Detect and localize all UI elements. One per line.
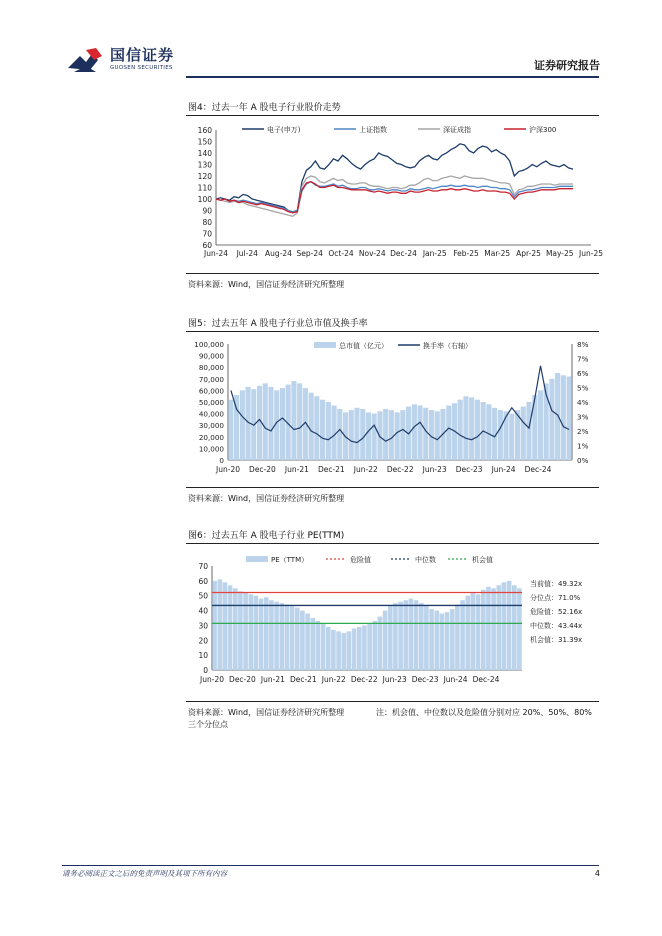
fig5-source: 资料来源：Wind，国信证券经济研究所整理 bbox=[188, 494, 345, 503]
fig5-marketcap-bar bbox=[240, 390, 245, 460]
fig5-marketcap-bar bbox=[320, 400, 325, 460]
fig5-marketcap-bar bbox=[389, 410, 394, 460]
fig5-left-tick-label: 0 bbox=[219, 456, 224, 465]
fig6-pe-bar bbox=[238, 591, 243, 670]
fig6-pe-bar bbox=[481, 590, 486, 670]
fig5-marketcap-bar bbox=[561, 375, 566, 460]
fig6-pe-bar bbox=[274, 602, 279, 670]
fig5-marketcap-bar bbox=[383, 409, 388, 460]
fig6-pe-bar bbox=[440, 614, 445, 671]
fig6-annotation: 中位数：43.44x bbox=[530, 622, 583, 630]
guosen-logo-icon bbox=[66, 46, 106, 76]
fig5-marketcap-bar bbox=[309, 393, 314, 460]
fig4-y-tick-label: 90 bbox=[202, 206, 212, 216]
fig5-marketcap-bar bbox=[423, 408, 428, 460]
fig6-pe-bar bbox=[362, 625, 367, 670]
fig4-x-tick-label: Jul-24 bbox=[236, 249, 258, 258]
fig5-x-tick-label: Jun-24 bbox=[491, 465, 516, 474]
fig5-marketcap-bar bbox=[549, 379, 554, 460]
fig6-note-continued: 三个分位点 bbox=[188, 720, 228, 729]
fig6-pe-bar bbox=[290, 606, 295, 670]
fig5-legend-swatch bbox=[314, 342, 336, 348]
fig5-marketcap-bar bbox=[538, 390, 543, 460]
fig5-marketcap-bar bbox=[228, 400, 233, 460]
fig5-right-tick-label: 0% bbox=[577, 456, 589, 465]
fig5-marketcap-bar bbox=[555, 373, 560, 460]
fig6-x-tick-label: Dec-23 bbox=[411, 675, 439, 684]
fig6-legend-label: 中位数 bbox=[415, 556, 436, 564]
fig5-marketcap-bar bbox=[291, 381, 296, 460]
fig6-x-tick-label: Jun-23 bbox=[382, 675, 407, 684]
fig4-series-line bbox=[216, 182, 573, 213]
fig6-x-tick-label: Dec-21 bbox=[289, 675, 317, 684]
fig4-source: 资料来源：Wind，国信证券经济研究所整理 bbox=[188, 280, 345, 289]
fig6-pe-bar bbox=[455, 605, 460, 670]
fig5-marketcap-bar bbox=[532, 395, 537, 460]
fig5-x-tick-label: Dec-20 bbox=[249, 465, 276, 474]
fig5-right-tick-label: 8% bbox=[577, 340, 589, 349]
fig5-marketcap-bar bbox=[418, 406, 423, 461]
fig4-legend-label: 深证成指 bbox=[443, 126, 471, 134]
fig4-y-tick-label: 120 bbox=[197, 172, 212, 181]
fig5-top-rule bbox=[186, 331, 599, 332]
fig6-pe-bar bbox=[347, 631, 352, 670]
fig4-series-line bbox=[216, 144, 573, 212]
fig6-pe-bar bbox=[378, 617, 383, 671]
fig6-pe-bar bbox=[331, 630, 336, 670]
fig6-x-tick-label: Jun-22 bbox=[321, 675, 346, 684]
fig5-legend-label: 换手率（右轴） bbox=[423, 342, 472, 350]
fig6-x-tick-label: Jun-20 bbox=[200, 675, 224, 684]
fig6-pe-bar bbox=[269, 600, 274, 670]
fig5-x-tick-label: Jun-21 bbox=[284, 465, 309, 474]
fig5-marketcap-bar bbox=[446, 406, 451, 461]
fig4-y-tick-label: 60 bbox=[202, 241, 212, 250]
fig5-marketcap-bar bbox=[504, 411, 509, 460]
fig5-right-tick-label: 5% bbox=[577, 383, 589, 393]
fig6-pe-bar bbox=[300, 611, 305, 670]
fig6-pe-bar bbox=[507, 581, 512, 670]
logo-english-name: GUOSEN SECURITIES bbox=[110, 65, 173, 71]
fig5-marketcap-bar bbox=[337, 409, 342, 460]
fig6-pe-bar bbox=[383, 611, 388, 670]
fig6-y-tick-label: 20 bbox=[198, 636, 208, 646]
fig6-pe-bar bbox=[223, 582, 228, 670]
fig6-x-tick-label: Jun-24 bbox=[443, 675, 468, 684]
guosen-logo bbox=[66, 44, 186, 78]
footer-divider bbox=[62, 865, 599, 866]
fig6-pe-bar bbox=[466, 596, 471, 670]
fig6-pe-bar bbox=[445, 612, 450, 670]
fig5-bottom-rule bbox=[186, 487, 599, 488]
fig4-top-rule bbox=[186, 115, 599, 116]
fig6-legend-label: PE（TTM） bbox=[271, 556, 309, 564]
fig6-pe-chart bbox=[186, 546, 599, 692]
fig5-right-tick-label: 7% bbox=[577, 354, 589, 364]
fig6-pe-bar bbox=[228, 585, 233, 670]
fig5-right-tick-label: 1% bbox=[577, 441, 589, 451]
fig5-marketcap-bar bbox=[435, 411, 440, 460]
fig4-y-tick-label: 80 bbox=[202, 218, 212, 227]
fig4-title: 图4：过去一年 A 股电子行业股价走势 bbox=[188, 103, 341, 113]
fig5-left-tick-label: 20,000 bbox=[198, 432, 224, 442]
fig6-y-tick-label: 10 bbox=[198, 651, 208, 661]
fig6-x-tick-label: Jun-21 bbox=[260, 675, 285, 684]
fig4-series-line bbox=[216, 182, 573, 212]
fig6-legend-swatch bbox=[246, 556, 268, 562]
fig5-marketcap-bar bbox=[314, 396, 319, 460]
fig6-annotation: 机会值：31.39x bbox=[530, 636, 583, 644]
fig6-pe-bar bbox=[512, 585, 517, 670]
fig4-x-tick-label: Jan-25 bbox=[422, 249, 447, 258]
fig5-marketcap-bar bbox=[354, 408, 359, 460]
fig5-left-tick-label: 70,000 bbox=[198, 374, 224, 384]
fig5-left-tick-label: 60,000 bbox=[198, 386, 224, 396]
fig5-marketcap-bar bbox=[400, 410, 405, 460]
fig6-pe-bar bbox=[367, 624, 372, 670]
fig6-title: 图6：过去五年 A 股电子行业 PE(TTM) bbox=[188, 531, 345, 541]
fig6-annotation: 危险值：52.16x bbox=[530, 608, 583, 616]
fig6-top-rule bbox=[186, 543, 599, 544]
fig5-legend-label: 总市值（亿元） bbox=[339, 342, 388, 350]
fig4-y-tick-label: 160 bbox=[197, 126, 212, 135]
fig4-x-tick-label: Dec-24 bbox=[390, 249, 417, 258]
fig5-marketcap-bar bbox=[263, 383, 268, 460]
fig4-x-tick-label: Apr-25 bbox=[516, 249, 541, 258]
fig5-marketcap-bar bbox=[326, 402, 331, 460]
fig5-marketcap-bar bbox=[463, 396, 468, 460]
fig4-x-tick-label: Oct-24 bbox=[328, 249, 354, 258]
fig5-x-tick-label: Jun-22 bbox=[353, 465, 378, 474]
fig6-pe-bar bbox=[419, 603, 424, 670]
fig4-y-tick-label: 70 bbox=[202, 229, 212, 239]
fig4-y-tick-label: 140 bbox=[197, 149, 212, 158]
fig6-pe-bar bbox=[295, 608, 300, 670]
fig5-left-tick-label: 10,000 bbox=[198, 444, 224, 454]
fig6-pe-bar bbox=[486, 587, 491, 670]
fig5-marketcap-bar bbox=[521, 407, 526, 460]
fig5-marketcap-bar bbox=[526, 402, 531, 460]
fig6-pe-bar bbox=[497, 585, 502, 670]
fig4-x-tick-label: Aug-24 bbox=[265, 249, 292, 258]
fig5-marketcap-bar bbox=[366, 412, 371, 460]
fig6-pe-bar bbox=[471, 593, 476, 670]
fig5-marketcap-bar bbox=[509, 414, 514, 460]
footer-disclaimer: 请务必阅读正文之后的免责声明及其项下所有内容 bbox=[62, 869, 227, 878]
fig6-pe-bar bbox=[305, 614, 310, 671]
fig4-x-tick-label: Jun-25 bbox=[579, 249, 603, 258]
fig5-marketcap-bar bbox=[297, 383, 302, 460]
fig5-left-tick-label: 100,000 bbox=[194, 340, 224, 349]
fig5-marketcap-bar bbox=[280, 388, 285, 460]
fig4-x-tick-label: Sep-24 bbox=[296, 249, 323, 258]
fig6-pe-bar bbox=[259, 599, 264, 670]
fig5-marketcap-bar bbox=[395, 412, 400, 460]
fig6-pe-bar bbox=[404, 600, 409, 670]
fig5-x-tick-label: Dec-21 bbox=[317, 465, 345, 474]
fig6-pe-bar bbox=[491, 588, 496, 670]
fig5-right-tick-label: 2% bbox=[577, 427, 589, 436]
fig6-pe-bar bbox=[373, 621, 378, 670]
fig6-pe-bar bbox=[280, 603, 285, 670]
fig6-pe-bar bbox=[243, 593, 248, 670]
fig6-pe-bar bbox=[517, 588, 522, 670]
fig5-left-tick-label: 30,000 bbox=[198, 421, 224, 431]
fig6-pe-bar bbox=[409, 599, 414, 670]
fig5-left-tick-label: 40,000 bbox=[198, 409, 224, 419]
report-type-label: 证券研究报告 bbox=[534, 59, 600, 72]
fig5-marketcap-bar bbox=[372, 414, 377, 460]
fig4-y-tick-label: 130 bbox=[197, 160, 212, 170]
fig6-x-tick-label: Dec-20 bbox=[229, 675, 256, 684]
fig6-pe-bar bbox=[352, 628, 357, 670]
fig6-legend-label: 危险值 bbox=[350, 556, 371, 564]
fig4-y-tick-label: 100 bbox=[197, 195, 212, 204]
fig5-right-tick-label: 6% bbox=[577, 369, 589, 378]
fig5-marketcap-bar bbox=[469, 397, 474, 460]
fig6-pe-bar bbox=[398, 602, 403, 670]
fig6-pe-bar bbox=[393, 603, 398, 670]
fig5-combo-chart bbox=[186, 334, 599, 480]
fig4-y-tick-label: 110 bbox=[197, 183, 212, 193]
fig6-pe-bar bbox=[233, 588, 238, 670]
fig6-note: 注：机会值、中位数以及危险值分别对应 20%、50%、80% bbox=[376, 708, 592, 717]
fig6-pe-bar bbox=[424, 606, 429, 670]
fig6-y-tick-label: 0 bbox=[203, 666, 208, 675]
fig6-pe-bar bbox=[414, 600, 419, 670]
fig6-pe-bar bbox=[326, 627, 331, 670]
fig5-marketcap-bar bbox=[567, 377, 572, 461]
fig4-legend-label: 电子(申万) bbox=[267, 126, 301, 134]
fig4-line-chart bbox=[186, 118, 603, 268]
fig6-pe-bar bbox=[460, 600, 465, 670]
fig6-y-tick-label: 30 bbox=[198, 621, 208, 631]
fig4-bottom-rule bbox=[186, 273, 599, 274]
fig4-series-line bbox=[216, 176, 573, 216]
fig6-pe-bar bbox=[285, 605, 290, 670]
fig6-pe-bar bbox=[429, 609, 434, 670]
fig5-x-tick-label: Jun-23 bbox=[422, 465, 447, 474]
fig5-marketcap-bar bbox=[349, 410, 354, 460]
fig6-pe-bar bbox=[435, 611, 440, 670]
fig4-y-tick-label: 150 bbox=[197, 137, 212, 147]
fig4-legend-label: 上证指数 bbox=[359, 126, 387, 134]
fig5-right-tick-label: 3% bbox=[577, 412, 589, 422]
fig5-x-tick-label: Dec-22 bbox=[386, 465, 414, 474]
fig6-annotation: 当前值：49.32x bbox=[530, 580, 583, 588]
fig6-pe-bar bbox=[336, 631, 341, 670]
fig5-x-tick-label: Dec-23 bbox=[455, 465, 483, 474]
fig6-pe-bar bbox=[212, 581, 217, 670]
fig4-x-tick-label: Mar-25 bbox=[484, 249, 511, 258]
fig5-left-tick-label: 90,000 bbox=[198, 351, 224, 361]
fig5-x-tick-label: Dec-24 bbox=[524, 465, 552, 474]
fig5-marketcap-bar bbox=[475, 400, 480, 460]
fig4-legend-label: 沪深300 bbox=[529, 126, 557, 134]
fig5-x-tick-label: Jun-20 bbox=[216, 465, 240, 474]
fig5-marketcap-bar bbox=[486, 404, 491, 460]
fig6-pe-bar bbox=[388, 606, 393, 670]
fig6-pe-bar bbox=[254, 596, 259, 670]
fig5-right-tick-label: 4% bbox=[577, 398, 589, 407]
fig6-pe-bar bbox=[450, 609, 455, 670]
fig6-annotation: 分位点：71.0% bbox=[530, 594, 581, 602]
fig6-pe-bar bbox=[357, 627, 362, 670]
fig6-y-tick-label: 70 bbox=[198, 562, 208, 571]
fig6-pe-bar bbox=[311, 618, 316, 670]
fig6-x-tick-label: Dec-22 bbox=[350, 675, 378, 684]
fig5-marketcap-bar bbox=[412, 404, 417, 460]
fig6-bottom-rule bbox=[186, 701, 599, 702]
fig6-pe-bar bbox=[342, 633, 347, 670]
fig6-y-tick-label: 40 bbox=[198, 606, 208, 616]
fig4-x-tick-label: Feb-25 bbox=[453, 249, 479, 258]
header-divider bbox=[186, 76, 599, 78]
fig6-source: 资料来源：Wind，国信证券经济研究所整理 bbox=[188, 708, 345, 717]
page-number: 4 bbox=[594, 869, 600, 878]
fig6-y-tick-label: 60 bbox=[198, 576, 208, 586]
fig5-marketcap-bar bbox=[268, 387, 273, 460]
fig5-left-tick-label: 50,000 bbox=[198, 398, 224, 407]
fig5-marketcap-bar bbox=[458, 400, 463, 460]
fig4-x-tick-label: May-25 bbox=[545, 249, 574, 258]
fig6-pe-bar bbox=[316, 621, 321, 670]
fig5-left-tick-label: 80,000 bbox=[198, 363, 224, 373]
fig4-x-tick-label: Jun-24 bbox=[204, 249, 228, 258]
fig6-pe-bar bbox=[502, 582, 507, 670]
fig6-pe-bar bbox=[264, 597, 269, 670]
fig6-pe-bar bbox=[321, 624, 326, 670]
fig4-x-tick-label: Nov-24 bbox=[358, 249, 386, 258]
fig6-legend-label: 机会值 bbox=[472, 556, 493, 564]
fig5-marketcap-bar bbox=[360, 409, 365, 460]
logo-chinese-name: 国信证券 bbox=[110, 46, 175, 64]
fig6-x-tick-label: Dec-24 bbox=[472, 675, 500, 684]
fig5-marketcap-bar bbox=[498, 410, 503, 460]
fig6-y-tick-label: 50 bbox=[198, 591, 208, 601]
fig5-title: 图5：过去五年 A 股电子行业总市值及换手率 bbox=[188, 319, 368, 329]
